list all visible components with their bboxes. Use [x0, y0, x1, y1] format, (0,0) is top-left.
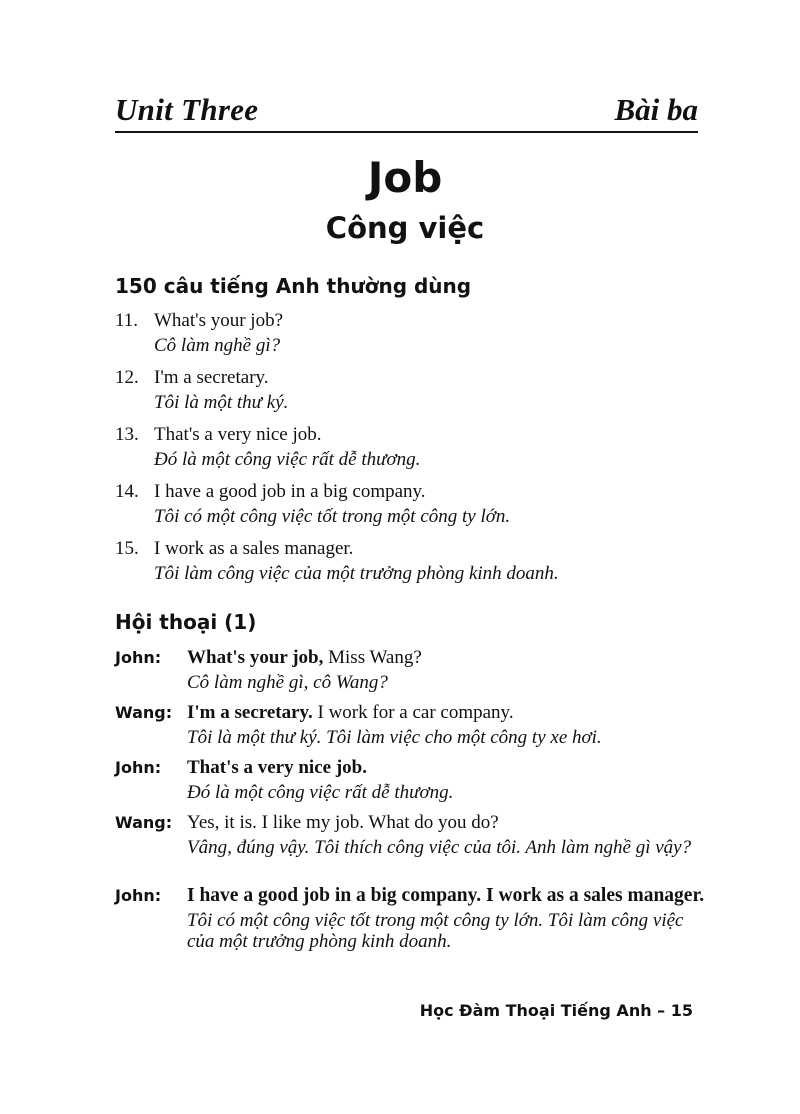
dialogue-english: [187, 702, 705, 724]
phrase-item: [115, 538, 715, 595]
dialogue-english: [187, 757, 705, 779]
dialogue-turn: [115, 757, 705, 812]
phrase-number: 11.: [115, 310, 139, 331]
phrase-vietnamese: Tôi có một công việc tốt trong một công ty lớn.: [154, 506, 511, 527]
phrase-item: [115, 481, 715, 538]
dialogue-english-bold: That's a very nice job.: [187, 757, 367, 778]
phrase-number: 15.: [115, 538, 139, 559]
lesson-title-vietnamese: Công việc: [325, 211, 485, 245]
dialogue-turn: [115, 885, 705, 975]
phrase-english: I have a good job in a big company.: [154, 481, 426, 502]
dialogue-english: [187, 812, 705, 834]
speaker-name: Wang:: [115, 813, 173, 832]
phrase-vietnamese: Đó là một công việc rất dễ thương.: [154, 449, 421, 470]
dialogue-vietnamese: Cô làm nghề gì, cô Wang?: [187, 672, 388, 693]
dialogue-turn: [115, 702, 705, 757]
header-rule: [115, 131, 698, 133]
dialogue-vietnamese: Tôi là một thư ký. Tôi làm việc cho một công ty xe hơi.: [187, 727, 602, 748]
dialogue-english: [187, 647, 705, 669]
page-footer: Học Đàm Thoại Tiếng Anh – 15: [419, 1001, 693, 1020]
dialogue-vietnamese: Đó là một công việc rất dễ thương.: [187, 782, 454, 803]
dialogue-turn: [115, 812, 705, 885]
dialogue-english-rest: I work for a car company.: [312, 702, 514, 723]
phrase-vietnamese: Tôi làm công việc của một trưởng phòng kinh doanh.: [154, 563, 559, 584]
speaker-name: John:: [115, 648, 162, 667]
phrase-number: 13.: [115, 424, 139, 445]
dialogue-english: [187, 885, 705, 907]
dialogue-turn: [115, 647, 705, 702]
phrase-number: 14.: [115, 481, 139, 502]
phrase-vietnamese: Tôi là một thư ký.: [154, 392, 289, 413]
phrase-item: [115, 310, 715, 367]
speaker-name: John:: [115, 758, 162, 777]
unit-title-vietnamese: Bài ba: [614, 92, 698, 127]
dialogue-heading: Hội thoại (1): [115, 610, 257, 634]
dialogue-english-bold: What's your job,: [187, 647, 324, 668]
phrase-item: [115, 424, 715, 481]
dialogue-vietnamese: Tôi có một công việc tốt trong một công ty lớn. Tôi làm công việc của một trưởng phòng kinh doanh.: [187, 910, 684, 952]
dialogue: [115, 647, 705, 975]
dialogue-english-bold: I have a good job in a big company. I work as a sales manager.: [187, 885, 705, 906]
phrase-item: [115, 367, 715, 424]
phrase-list: [115, 310, 715, 595]
phrase-number: 12.: [115, 367, 139, 388]
dialogue-english-bold: I'm a secretary.: [187, 702, 313, 723]
speaker-name: Wang:: [115, 703, 173, 722]
dialogue-english-rest: Miss Wang?: [323, 647, 422, 668]
phrase-english: I'm a secretary.: [154, 367, 269, 388]
unit-title-english: Unit Three: [115, 92, 259, 127]
phrase-vietnamese: Cô làm nghề gì?: [154, 335, 281, 356]
phrases-heading: 150 câu tiếng Anh thường dùng: [115, 274, 472, 298]
speaker-name: John:: [115, 886, 162, 905]
unit-header: [115, 92, 698, 132]
lesson-title-english: Job: [367, 153, 443, 202]
phrase-english: I work as a sales manager.: [154, 538, 354, 559]
phrase-english: That's a very nice job.: [154, 424, 322, 445]
dialogue-english-rest: Yes, it is. I like my job. What do you do?: [187, 812, 499, 833]
phrase-english: What's your job?: [154, 310, 284, 331]
dialogue-vietnamese: Vâng, đúng vậy. Tôi thích công việc của tôi. Anh làm nghề gì vậy?: [187, 837, 692, 858]
